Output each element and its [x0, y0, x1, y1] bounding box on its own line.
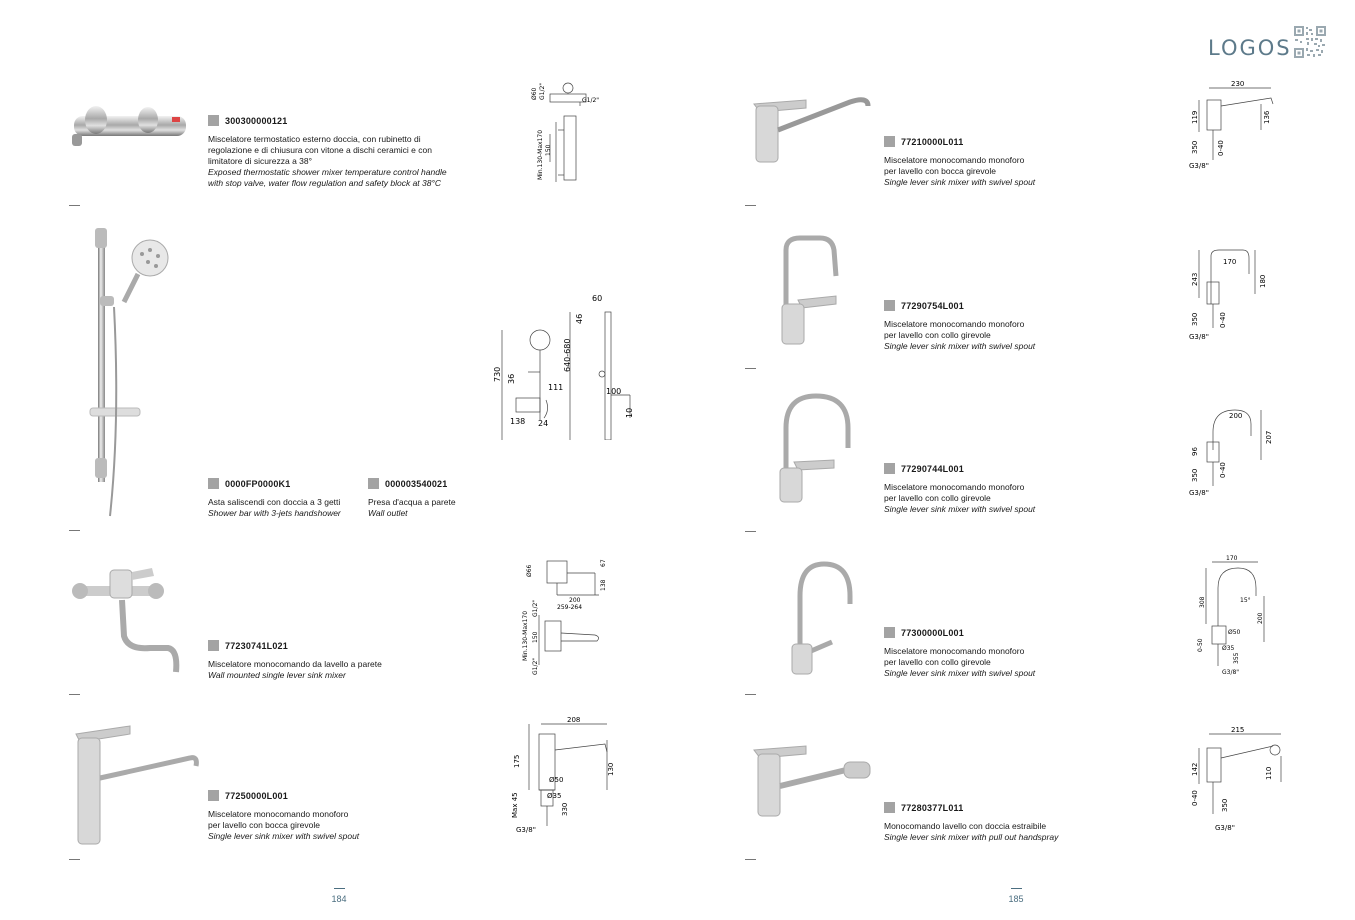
separator — [69, 205, 80, 206]
technical-drawing-r4 — [1190, 552, 1280, 680]
dim-label: 308 — [1199, 596, 1206, 608]
dim-label: G3/8" — [1215, 824, 1235, 832]
dim-label: Ø35 — [547, 792, 562, 800]
dim-label: 0-40 — [1219, 462, 1227, 478]
product-0000FP0000K1 — [208, 478, 358, 519]
technical-drawing-thermostatic — [520, 80, 610, 190]
dim-label: Ø50 — [1228, 629, 1241, 636]
dim-label: Ø60 — [531, 87, 538, 100]
dim-label: 350 — [1191, 312, 1199, 326]
dim-label: 60 — [592, 294, 603, 303]
pull-out-sink-mixer-photo — [750, 740, 874, 820]
dim-label: 200 — [1229, 412, 1243, 420]
page-number-bar — [1011, 888, 1022, 889]
dim-label: 138 — [600, 579, 607, 591]
product-77210000L011 — [884, 136, 1164, 188]
dim-label: 170 — [1223, 258, 1237, 266]
product-000003540021 — [368, 478, 488, 519]
dim-label: Max 45 — [511, 792, 519, 818]
dim-label: 350 — [1191, 468, 1199, 482]
desc-it-line: per lavello con collo girevole — [884, 493, 991, 503]
wall-sink-mixer-photo — [70, 560, 188, 680]
desc-it-line: per lavello con collo girevole — [884, 657, 991, 667]
dim-label: 170 — [1226, 555, 1238, 562]
product-77230741L021 — [208, 640, 488, 681]
dim-label: 150 — [545, 144, 552, 156]
dim-label: 330 — [561, 802, 569, 816]
dim-label: 0-40 — [1217, 140, 1225, 156]
code-marker — [208, 790, 219, 801]
technical-drawing-r2 — [1185, 244, 1285, 344]
dim-label: Ø50 — [549, 776, 564, 784]
product-code: 000003540021 — [385, 478, 448, 489]
dim-label: Ø66 — [526, 564, 533, 577]
dim-label: G1/2" — [582, 97, 600, 104]
separator — [745, 368, 756, 369]
product-300300000121 — [208, 115, 488, 189]
desc-en-line: Single lever sink mixer with swivel spout — [884, 177, 1036, 187]
technical-drawing-r3 — [1185, 402, 1285, 502]
desc-en-line: Single lever sink mixer with swivel spout — [884, 668, 1036, 678]
sink-mixer-high-neck-photo — [770, 232, 870, 352]
product-77290744L001 — [884, 463, 1164, 515]
separator — [745, 531, 756, 532]
separator — [69, 694, 80, 695]
product-77280377L011 — [884, 802, 1164, 843]
dim-label: G3/8" — [1189, 333, 1209, 341]
technical-drawing-sink-mixer — [505, 710, 625, 835]
desc-it-line: Miscelatore termostatico esterno doccia, con rubinetto di — [208, 134, 421, 144]
technical-drawing-r1 — [1185, 76, 1285, 176]
product-code: 77230741L021 — [225, 640, 288, 651]
desc-it-line: Monocomando lavello con doccia estraibile — [884, 821, 1047, 831]
dim-label: G3/8" — [516, 826, 536, 834]
dim-label: G3/8" — [1222, 669, 1240, 676]
dim-label: 208 — [567, 716, 581, 724]
desc-en-line: Single lever sink mixer with swivel spout — [208, 831, 360, 841]
desc-en-line: Single lever sink mixer with swivel spout — [884, 341, 1036, 351]
product-code: 77210000L011 — [901, 136, 964, 147]
dim-label: 136 — [1263, 110, 1271, 124]
dim-label: 243 — [1191, 272, 1199, 286]
sink-mixer-swan-neck-photo — [772, 388, 860, 508]
desc-it-line: Miscelatore monocomando monoforo — [884, 155, 1025, 165]
desc-en-line: Wall outlet — [368, 508, 408, 518]
dim-label: 10 — [625, 407, 634, 418]
dim-label: 640-680 — [563, 338, 572, 372]
desc-it-line: Miscelatore monocomando da lavello a parete — [208, 659, 382, 669]
dim-label: 230 — [1231, 80, 1245, 88]
separator — [69, 859, 80, 860]
brand-logo-text: LOGOS — [1208, 36, 1292, 60]
dim-label: 110 — [1265, 766, 1273, 780]
dim-label: 24 — [538, 419, 549, 428]
dim-label: 200 — [569, 597, 581, 604]
product-code: 77290744L001 — [901, 463, 964, 474]
dim-label: 0-40 — [1191, 790, 1199, 806]
page-number-right: 185 — [1008, 894, 1024, 904]
dim-label: G3/8" — [1189, 162, 1209, 170]
dim-label: 15° — [1240, 597, 1251, 604]
desc-en-line: Shower bar with 3-jets handshower — [208, 508, 341, 518]
product-code: 77300000L001 — [901, 627, 964, 638]
technical-drawing-r5 — [1185, 724, 1285, 836]
dim-label: G1/2" — [539, 82, 546, 100]
product-77290754L001 — [884, 300, 1164, 352]
dim-label: 350 — [1221, 798, 1229, 812]
dim-label: 0-40 — [1219, 312, 1227, 328]
desc-it-line: limitatore di sicurezza a 38° — [208, 156, 313, 166]
product-code: 77290754L001 — [901, 300, 964, 311]
dim-label: 46 — [575, 313, 584, 324]
desc-en-line: Wall mounted single lever sink mixer — [208, 670, 346, 680]
code-marker — [208, 115, 219, 126]
dim-label: 96 — [1191, 447, 1199, 456]
qr-code-icon — [1294, 26, 1326, 58]
code-marker — [884, 300, 895, 311]
technical-drawing-shower-bar — [488, 290, 638, 440]
desc-it-line: Miscelatore monocomando monoforo — [208, 809, 349, 819]
dim-label: 67 — [600, 559, 607, 567]
dim-label: 111 — [548, 383, 564, 392]
dim-label: 215 — [1231, 726, 1245, 734]
dim-label: 142 — [1191, 762, 1199, 776]
separator — [69, 530, 80, 531]
dim-label: 259-264 — [557, 604, 583, 611]
code-marker — [208, 640, 219, 651]
desc-it-line: per lavello con bocca girevole — [208, 820, 320, 830]
product-code: 300300000121 — [225, 115, 288, 126]
product-code: 77250000L001 — [225, 790, 288, 801]
code-marker — [884, 802, 895, 813]
desc-en-line: Single lever sink mixer with swivel spout — [884, 504, 1036, 514]
sink-mixer-swivel-photo — [750, 88, 874, 166]
dim-label: 207 — [1265, 430, 1273, 444]
page-number-left: 184 — [331, 894, 347, 904]
dim-label: 350 — [1191, 140, 1199, 154]
separator — [745, 694, 756, 695]
page-number-bar — [334, 888, 345, 889]
desc-it-line: Miscelatore monocomando monoforo — [884, 482, 1025, 492]
desc-en-line: Exposed thermostatic shower mixer temperature control handle — [208, 167, 447, 177]
product-code: 0000FP0000K1 — [225, 478, 291, 489]
dim-label: 200 — [1257, 612, 1264, 624]
dim-label: 138 — [510, 417, 526, 426]
dim-label: 36 — [507, 373, 516, 384]
dim-label: 175 — [513, 754, 521, 768]
dim-label: G3/8" — [1189, 489, 1209, 497]
sink-mixer-curved-neck-photo — [774, 556, 860, 680]
desc-it-line: Miscelatore monocomando monoforo — [884, 319, 1025, 329]
code-marker — [884, 136, 895, 147]
desc-it-line: Asta saliscendi con doccia a 3 getti — [208, 497, 341, 507]
dim-label: 355 — [1233, 652, 1240, 664]
dim-label: 119 — [1191, 110, 1199, 124]
product-77250000L001 — [208, 790, 488, 842]
dim-label: 150 — [532, 631, 539, 643]
dim-label: 730 — [493, 366, 502, 382]
technical-drawing-wall-mixer — [515, 555, 615, 680]
product-77300000L001 — [884, 627, 1164, 679]
desc-it-line: Presa d'acqua a parete — [368, 497, 456, 507]
dim-label: 0-50 — [1197, 638, 1204, 652]
desc-en-line: Single lever sink mixer with pull out handspray — [884, 832, 1059, 842]
desc-it-line: Miscelatore monocomando monoforo — [884, 646, 1025, 656]
dim-label: 100 — [606, 387, 622, 396]
separator — [745, 859, 756, 860]
code-marker — [884, 463, 895, 474]
dim-label: G1/2" — [532, 657, 539, 675]
thermostatic-mixer-photo — [68, 100, 190, 156]
code-marker — [368, 478, 379, 489]
separator — [745, 205, 756, 206]
dim-label: Ø35 — [1222, 645, 1235, 652]
desc-it-line: regolazione e di chiusura con vitone a dischi ceramici e con — [208, 145, 432, 155]
desc-it-line: per lavello con collo girevole — [884, 330, 991, 340]
code-marker — [208, 478, 219, 489]
sink-mixer-photo — [70, 718, 204, 846]
product-code: 77280377L011 — [901, 802, 964, 813]
dim-label: 130 — [607, 762, 615, 776]
dim-label: Min.130-Max170 — [522, 610, 529, 661]
dim-label: Min.130-Max170 — [537, 129, 544, 180]
dim-label: 180 — [1259, 274, 1267, 288]
desc-it-line: per lavello con bocca girevole — [884, 166, 996, 176]
desc-en-line: with stop valve, water flow regulation and safety block at 38°C — [208, 178, 442, 188]
code-marker — [884, 627, 895, 638]
dim-label: G1/2" — [532, 599, 539, 617]
shower-bar-photo — [70, 222, 180, 518]
